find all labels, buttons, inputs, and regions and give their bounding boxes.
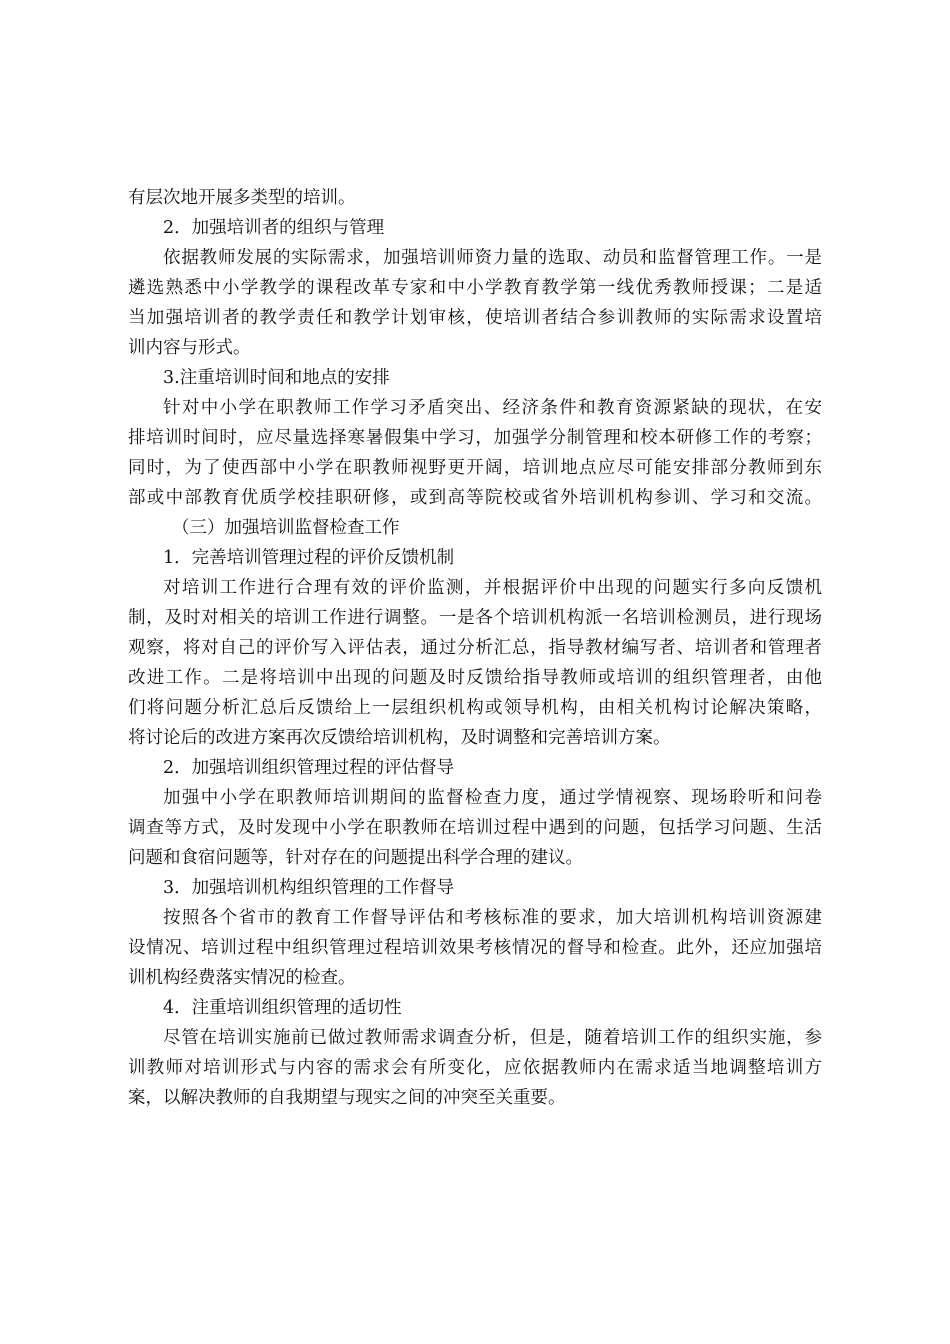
paragraph-line: 对培训工作进行合理有效的评价监测，并根据评价中出现的问题实行多向反馈机 xyxy=(163,578,822,598)
paragraph-line: 训教师对培训形式与内容的需求会有所变化，应依据教师内在需求适当地调整培训方 xyxy=(128,1058,822,1078)
paragraph-line: 训内容与形式。 xyxy=(128,338,251,358)
paragraph-line: 依据教师发展的实际需求，加强培训师资力量的选取、动员和监督管理工作。一是 xyxy=(163,248,822,268)
paragraph-line: 案，以解决教师的自我期望与现实之间的冲突至关重要。 xyxy=(128,1088,566,1108)
paragraph-line: 有层次地开展多类型的培训。 xyxy=(128,188,356,208)
paragraph-line: 尽管在培训实施前已做过教师需求调查分析，但是，随着培训工作的组织实施，参 xyxy=(163,1028,822,1048)
paragraph-line: 问题和食宿问题等，针对存在的问题提出科学合理的建议。 xyxy=(128,848,583,868)
paragraph-line: 将讨论后的改进方案再次反馈给培训机构，及时调整和完善培训方案。 xyxy=(128,728,671,748)
section-heading: （三）加强培训监督检查工作 xyxy=(172,518,400,538)
paragraph-line: 排培训时间时，应尽量选择寒暑假集中学习，加强学分制管理和校本研修工作的考察； xyxy=(128,428,822,448)
paragraph-line: 观察，将对自己的评价写入评估表，通过分析汇总，指导教材编写者、培训者和管理者 xyxy=(128,638,822,658)
document-body xyxy=(128,183,822,1113)
subsection-heading: 3.注重培训时间和地点的安排 xyxy=(163,368,390,388)
paragraph-line: 调查等方式，及时发现中小学在职教师在培训过程中遇到的问题，包括学习问题、生活 xyxy=(128,818,822,838)
paragraph-line: 按照各个省市的教育工作督导评估和考核标准的要求，加大培训机构培训资源建 xyxy=(163,908,822,928)
paragraph-line: 训机构经费落实情况的检查。 xyxy=(128,968,356,988)
paragraph-line: 设情况、培训过程中组织管理过程培训效果考核情况的督导和检查。此外，还应加强培 xyxy=(128,938,822,958)
paragraph-line: 加强中小学在职教师培训期间的监督检查力度，通过学情视察、现场聆听和问卷 xyxy=(163,788,822,808)
subsection-heading: 4．注重培训组织管理的适切性 xyxy=(163,998,402,1018)
subsection-heading: 3．加强培训机构组织管理的工作督导 xyxy=(163,878,455,898)
paragraph-line: 改进工作。二是将培训中出现的问题及时反馈给指导教师或培训的组织管理者，由他 xyxy=(128,668,822,688)
paragraph-line: 针对中小学在职教师工作学习矛盾突出、经济条件和教育资源紧缺的现状，在安 xyxy=(163,398,822,418)
paragraph-line: 部或中部教育优质学校挂职研修，或到高等院校或省外培训机构参训、学习和交流。 xyxy=(128,488,822,508)
subsection-heading: 2．加强培训组织管理过程的评估督导 xyxy=(163,758,455,778)
paragraph-line: 遴选熟悉中小学教学的课程改革专家和中小学教育教学第一线优秀教师授课；二是适 xyxy=(128,278,822,298)
paragraph-line: 同时，为了使西部中小学在职教师视野更开阔，培训地点应尽可能安排部分教师到东 xyxy=(128,458,822,478)
paragraph-line: 制，及时对相关的培训工作进行调整。一是各个培训机构派一名培训检测员，进行现场 xyxy=(128,608,822,628)
paragraph-line: 当加强培训者的教学责任和教学计划审核，使培训者结合参训教师的实际需求设置培 xyxy=(128,308,822,328)
subsection-heading: 1．完善培训管理过程的评价反馈机制 xyxy=(163,548,455,568)
paragraph-line: 们将问题分析汇总后反馈给上一层组织机构或领导机构，由相关机构讨论解决策略， xyxy=(128,698,822,718)
subsection-heading: 2．加强培训者的组织与管理 xyxy=(163,218,385,238)
